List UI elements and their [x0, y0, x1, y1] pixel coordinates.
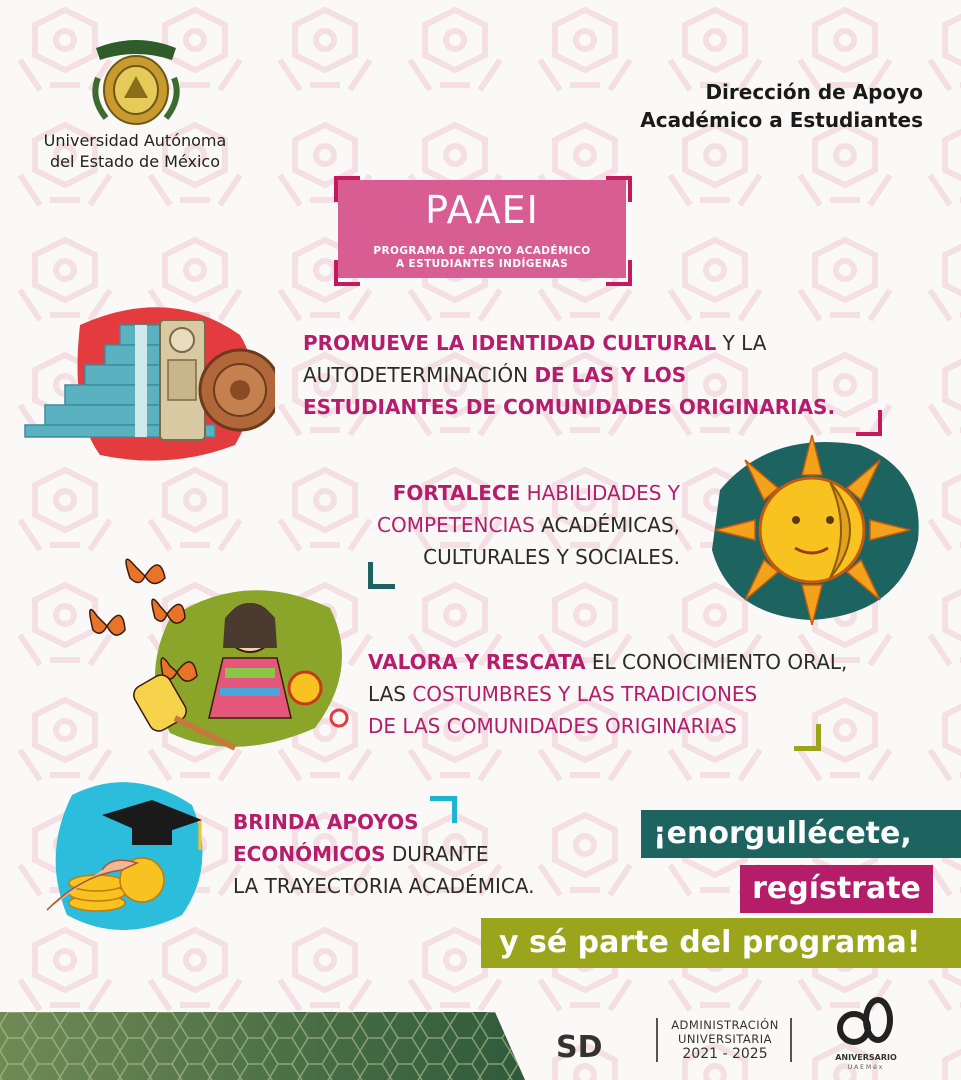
footer-divider-right	[790, 1018, 792, 1062]
item4-line2-highlight: ECONÓMICOS	[233, 842, 386, 866]
item2-line2-highlight: COMPETENCIAS	[377, 513, 535, 537]
item2-line1-highlight: FORTALECE	[392, 481, 521, 505]
item4-line3: LA TRAYECTORIA ACADÉMICA.	[233, 874, 535, 898]
footer-admin-line2: UNIVERSITARIA	[678, 1032, 772, 1046]
scholarship-illustration	[42, 775, 207, 935]
item4-line2-rest: DURANTE	[385, 842, 489, 866]
direction-title-line2: Académico a Estudiantes	[640, 108, 923, 132]
anniversary-label: ANIVERSARIO	[835, 1053, 897, 1062]
item1-line2	[303, 359, 835, 391]
item4-line1: BRINDA APOYOS	[233, 810, 419, 834]
university-name	[20, 130, 250, 172]
direction-title-line1: Dirección de Apoyo	[705, 80, 923, 104]
footer-hex-strip	[0, 1012, 525, 1080]
footer-sd-mark: SD	[556, 1030, 603, 1065]
program-logo: PAAEI	[425, 188, 539, 232]
footer-administration	[660, 1018, 790, 1046]
anniversary-sub: UAEMéx	[847, 1064, 885, 1071]
item3-corner	[794, 724, 821, 751]
program-subtitle-line1: PROGRAMA DE APOYO ACADÉMICO	[373, 245, 591, 257]
item2-line1-rest: HABILIDADES Y	[520, 481, 680, 505]
footer-admin-line1: ADMINISTRACIÓN	[671, 1018, 779, 1032]
item3-line1-rest: EL CONOCIMIENTO ORAL,	[585, 650, 848, 674]
cta-banner-2: regístrate	[740, 865, 933, 913]
direction-title	[640, 78, 923, 134]
item3-line1-highlight: VALORA Y RESCATA	[368, 650, 586, 674]
item3-line2-start: LAS	[368, 682, 413, 706]
university-name-line1: Universidad Autónoma	[43, 131, 227, 150]
item2-line3: CULTURALES Y SOCIALES.	[423, 545, 680, 569]
item3-line1	[368, 646, 847, 678]
item2-line2-rest: ACADÉMICAS,	[534, 513, 680, 537]
footer-divider-left	[656, 1018, 658, 1062]
pyramid-illustration	[20, 295, 275, 465]
item1-line1-rest: Y LA	[716, 331, 767, 355]
anniversary-logo	[836, 992, 896, 1050]
item1-line2-start: AUTODETERMINACIÓN	[303, 363, 535, 387]
item-economic-support	[233, 806, 535, 902]
cta-banner-1: ¡enorgullécete,	[641, 810, 961, 858]
item1-line3: ESTUDIANTES DE COMUNIDADES ORIGINARIAS.	[303, 395, 836, 419]
university-name-line2: del Estado de México	[49, 152, 221, 171]
cta-banner-3: y sé parte del programa!	[481, 918, 961, 968]
item1-line1-highlight: PROMUEVE LA IDENTIDAD CULTURAL	[303, 331, 717, 355]
item3-line2	[368, 678, 847, 710]
item3-line2-highlight: COSTUMBRES Y LAS TRADICIONES	[412, 682, 758, 706]
program-subtitle	[340, 245, 624, 271]
footer-years: 2021 - 2025	[682, 1046, 768, 1062]
sun-moon-illustration	[700, 430, 925, 630]
item2-line1	[330, 477, 680, 509]
item3-line3: DE LAS COMUNIDADES ORIGINARIAS	[368, 714, 737, 738]
item1-line2-highlight: DE LAS Y LOS	[534, 363, 687, 387]
item1-line1	[303, 327, 835, 359]
program-subtitle-line2: A ESTUDIANTES INDÍGENAS	[395, 258, 569, 270]
traditions-illustration	[85, 548, 365, 758]
item-strengthens-skills	[330, 477, 680, 573]
item2-line2	[330, 509, 680, 541]
item4-line2	[233, 838, 535, 870]
university-crest-logo	[88, 38, 184, 130]
item-cultural-identity	[303, 327, 835, 423]
item4-corner	[430, 796, 457, 823]
item-values-traditions	[368, 646, 847, 742]
item2-corner	[368, 562, 395, 589]
